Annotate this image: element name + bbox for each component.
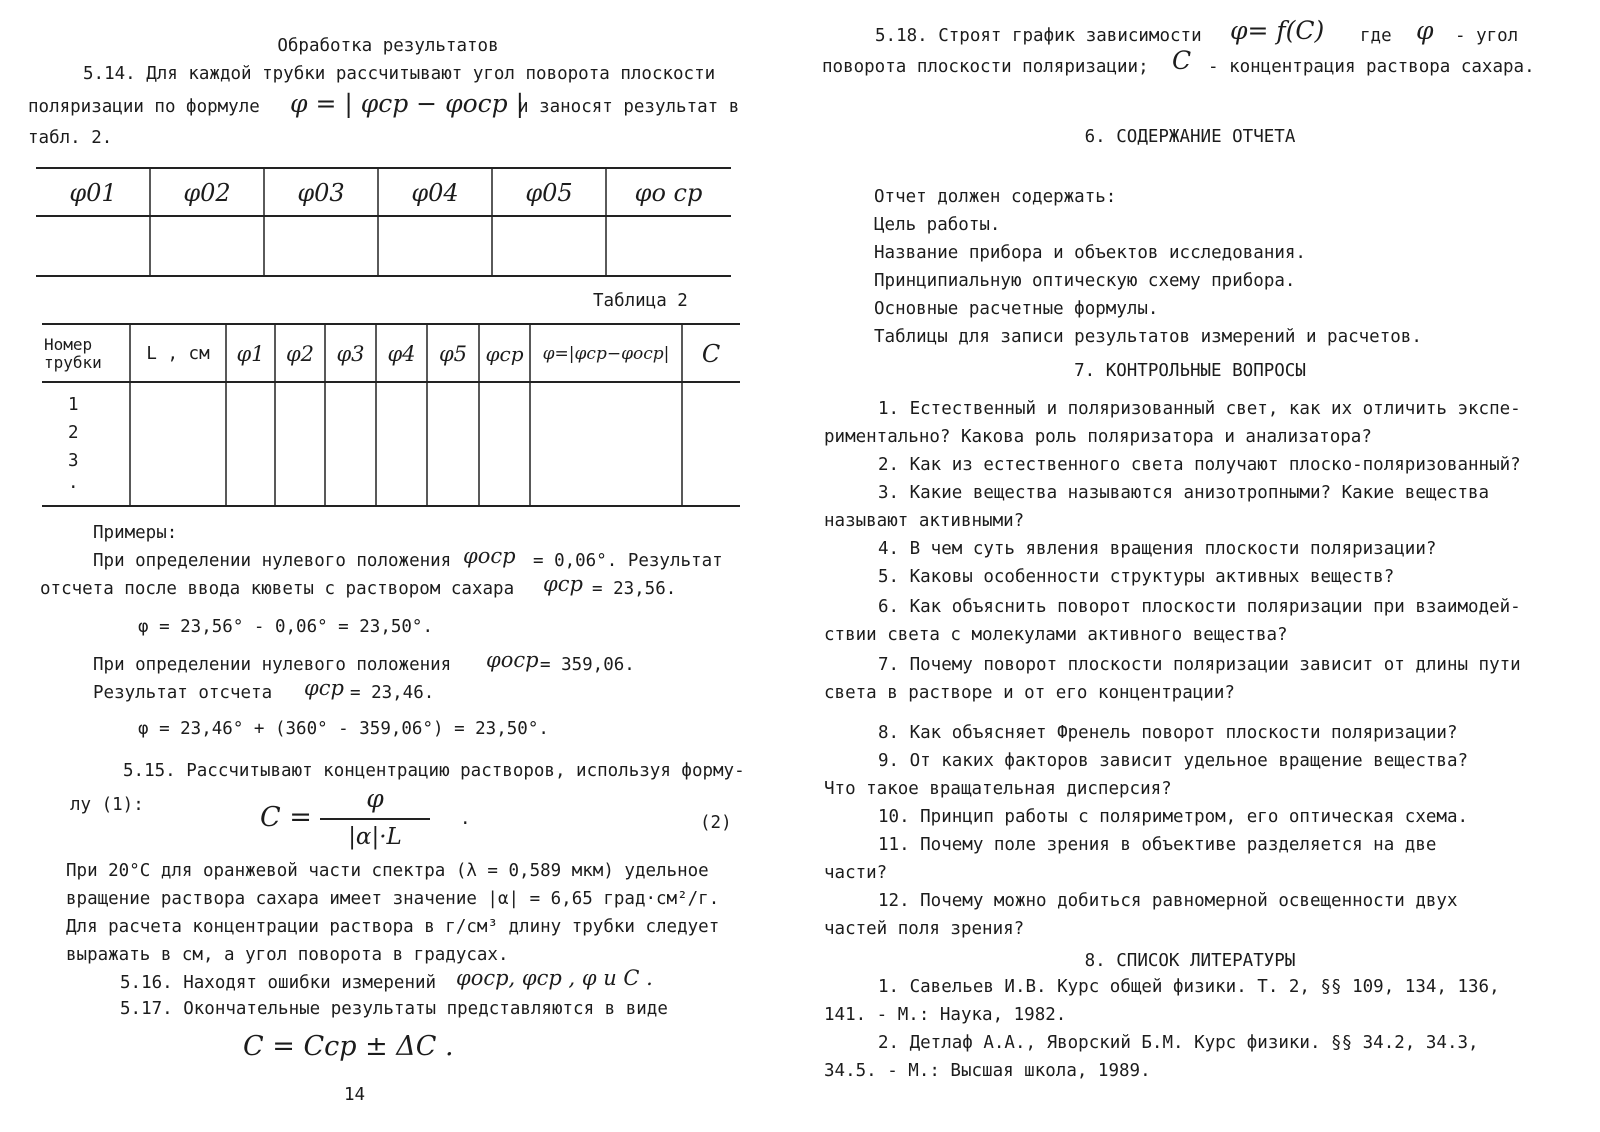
example2-phi-ocp: φocp [486, 648, 539, 672]
paragraph-5-15-line4: вращение раствора сахара имеет значение |α| = 6,65 град·см²/г. [66, 889, 720, 909]
table1-header-phi0cp: φo cp [634, 179, 703, 207]
question-line-14: Что такое вращательная дисперсия? [824, 779, 1172, 799]
question-line-10: 7. Почему поворот плоскости поляризации зависит от длины пути [878, 655, 1521, 675]
table2-header-length: L , см [146, 344, 210, 364]
example2-phi-cp: φcp [304, 676, 344, 700]
report-item-2: Название прибора и объектов исследования. [874, 243, 1306, 263]
paragraph-5-18-line1a: 5.18. Строят график зависимости [875, 26, 1202, 46]
table1-header-phi03: φ03 [297, 179, 345, 207]
table1-header-phi05: φ05 [525, 179, 573, 207]
table2-header-phi-formula: φ=|φcp−φocp| [542, 344, 670, 364]
question-line-17: части? [824, 863, 888, 883]
table2-header-phi4: φ4 [387, 342, 416, 366]
example1-line1a: При определении нулевого положения [93, 551, 452, 571]
question-line-7: 5. Каковы особенности структуры активных веществ? [878, 567, 1395, 587]
report-item-4: Основные расчетные формулы. [874, 299, 1159, 319]
reference-line-3: 2. Детлаф А.А., Яворский Б.М. Курс физики. §§ 34.2, 34.3, [878, 1033, 1479, 1053]
paragraph-5-15-line2: лу (1): [70, 795, 144, 815]
example2-line1a: При определении нулевого положения [93, 655, 452, 675]
table-zero-readings [36, 166, 736, 278]
formula-phi-of-c: φ= f(C) [1230, 16, 1325, 45]
formula-2-fraction-bar [320, 818, 430, 820]
formula-2-dot: . [460, 809, 471, 829]
formula-2-numerator: φ [366, 784, 384, 813]
section-7-heading: 7. КОНТРОЛЬНЫЕ ВОПРОСЫ [1074, 361, 1306, 381]
report-item-1: Цель работы. [874, 215, 1001, 235]
question-line-3: 2. Как из естественного света получают плоско-поляризованный? [878, 455, 1521, 475]
table1-header-phi04: φ04 [411, 179, 459, 207]
question-line-1: 1. Естественный и поляризованный свет, как их отличить экспе- [878, 399, 1521, 419]
table2-row-1: 1 [68, 395, 79, 415]
section-8-heading: 8. СПИСОК ЛИТЕРАТУРЫ [1084, 951, 1296, 971]
paragraph-5-18-line2a: поворота плоскости поляризации; [822, 57, 1149, 77]
report-intro: Отчет должен содержать: [874, 187, 1117, 207]
example2-line2b: = 23,46. [350, 683, 435, 703]
paragraph-5-14-line2a: поляризации по формуле [28, 97, 260, 117]
table2-row-ellipsis: . [68, 473, 79, 493]
example1-formula: φ = 23,56° - 0,06° = 23,50°. [138, 617, 434, 637]
example1-phi-ocp: φocp [463, 544, 516, 568]
example2-line2a: Результат отсчета [93, 683, 273, 703]
question-line-19: частей поля зрения? [824, 919, 1025, 939]
section-6-heading: 6. СОДЕРЖАНИЕ ОТЧЕТА [1084, 127, 1296, 147]
paragraph-5-16: 5.16. Находят ошибки измерений [120, 973, 437, 993]
question-line-18: 12. Почему можно добиться равномерной освещенности двух [878, 891, 1458, 911]
table2-header-phi1: φ1 [236, 342, 265, 366]
question-line-6: 4. В чем суть явления вращения плоскости поляризации? [878, 539, 1437, 559]
table2-row-2: 2 [68, 423, 79, 443]
report-item-5: Таблицы для записи результатов измерений и расчетов. [874, 327, 1422, 347]
reference-line-1: 1. Савельев И.В. Курс общей физики. Т. 2, §§ 109, 134, 136, [878, 977, 1500, 997]
paragraph-5-14-line1: 5.14. Для каждой трубки рассчитывают угол поворота плоскости [83, 64, 716, 84]
question-line-12: 8. Как объясняет Френель поворот плоскости поляризации? [878, 723, 1458, 743]
table2-header-tube-number: Номер трубки [44, 335, 102, 372]
question-line-9: ствии света с молекулами активного вещества? [824, 625, 1288, 645]
table2-header-phi3: φ3 [336, 342, 365, 366]
page-number: 14 [344, 1085, 366, 1105]
example2-formula: φ = 23,46° + (360° - 359,06°) = 23,50°. [138, 719, 549, 739]
question-line-15: 10. Принцип работы с поляриметром, его оптическая схема. [878, 807, 1469, 827]
paragraph-5-15-line6: выражать в см, а угол поворота в градусах. [66, 945, 509, 965]
example1-line2b: = 23,56. [592, 579, 677, 599]
right-page [822, 0, 1590, 1132]
paragraph-5-18-where: где [1360, 26, 1392, 46]
formula-final-result: C = Ccp ± ΔC . [243, 1031, 454, 1062]
question-line-2: риментально? Какова роль поляризатора и анализатора? [824, 427, 1372, 447]
table2-row-3: 3 [68, 451, 79, 471]
example1-line1b: = 0,06°. Результат [533, 551, 723, 571]
paragraph-5-17: 5.17. Окончательные результаты представляются в виде [120, 999, 668, 1019]
table2-header-phi2: φ2 [285, 342, 315, 366]
formula-2-lhs: C = [260, 802, 312, 833]
formula-2-denominator: |α|·L [348, 824, 402, 850]
question-line-11: света в растворе и от его концентрации? [824, 683, 1235, 703]
paragraph-5-15-line5: Для расчета концентрации раствора в г/см³ длину трубки следует [66, 917, 720, 937]
report-item-3: Принципиальную оптическую схему прибора. [874, 271, 1296, 291]
formula-phi-diff: φ = | φcp − φocp | [290, 89, 524, 118]
examples-title: Примеры: [93, 523, 178, 543]
reference-line-4: 34.5. - М.: Высшая школа, 1989. [824, 1061, 1151, 1081]
section-heading-processing: Обработка результатов [277, 36, 499, 56]
table2-header-phi5: φ5 [438, 342, 468, 366]
table2-caption: Таблица 2 [593, 291, 688, 311]
question-line-8: 6. Как объяснить поворот плоскости поляризации при взаимодей- [878, 597, 1521, 617]
paragraph-5-15-line3: При 20°C для оранжевой части спектра (λ = 0,589 мкм) удельное [66, 861, 709, 881]
formula-2-number: (2) [700, 813, 732, 833]
question-line-16: 11. Почему поле зрения в объективе разделяется на две [878, 835, 1437, 855]
table2-header-concentration: C [701, 340, 721, 368]
left-page [28, 0, 778, 1132]
example1-line2a: отсчета после ввода кюветы с раствором сахара [40, 579, 515, 599]
paragraph-5-14-line2b: и заносят результат в [518, 97, 740, 117]
paragraph-5-15-line1: 5.15. Рассчитывают концентрацию растворов, используя форму- [123, 761, 745, 781]
question-line-4: 3. Какие вещества называются анизотропными? Какие вещества [878, 483, 1490, 503]
question-line-5: называют активными? [824, 511, 1025, 531]
paragraph-5-16-symbols: φocp, φcp , φ и C . [456, 966, 653, 990]
table1-header-phi02: φ02 [183, 179, 231, 207]
question-line-13: 9. От каких факторов зависит удельное вращение вещества? [878, 751, 1469, 771]
reference-line-2: 141. - М.: Наука, 1982. [824, 1005, 1067, 1025]
example1-phi-cp: φcp [543, 572, 583, 596]
table1-header-phi01: φ01 [69, 179, 117, 207]
symbol-c: C [1172, 46, 1192, 75]
table-measurements [42, 322, 742, 512]
paragraph-5-14-line3: табл. 2. [28, 128, 113, 148]
symbol-phi: φ [1416, 16, 1434, 45]
paragraph-5-18-line1c: - угол [1455, 26, 1519, 46]
example2-line1b: = 359,06. [540, 655, 635, 675]
paragraph-5-18-line2b: - концентрация раствора сахара. [1208, 57, 1535, 77]
table2-header-phicp: φcp [485, 342, 524, 366]
